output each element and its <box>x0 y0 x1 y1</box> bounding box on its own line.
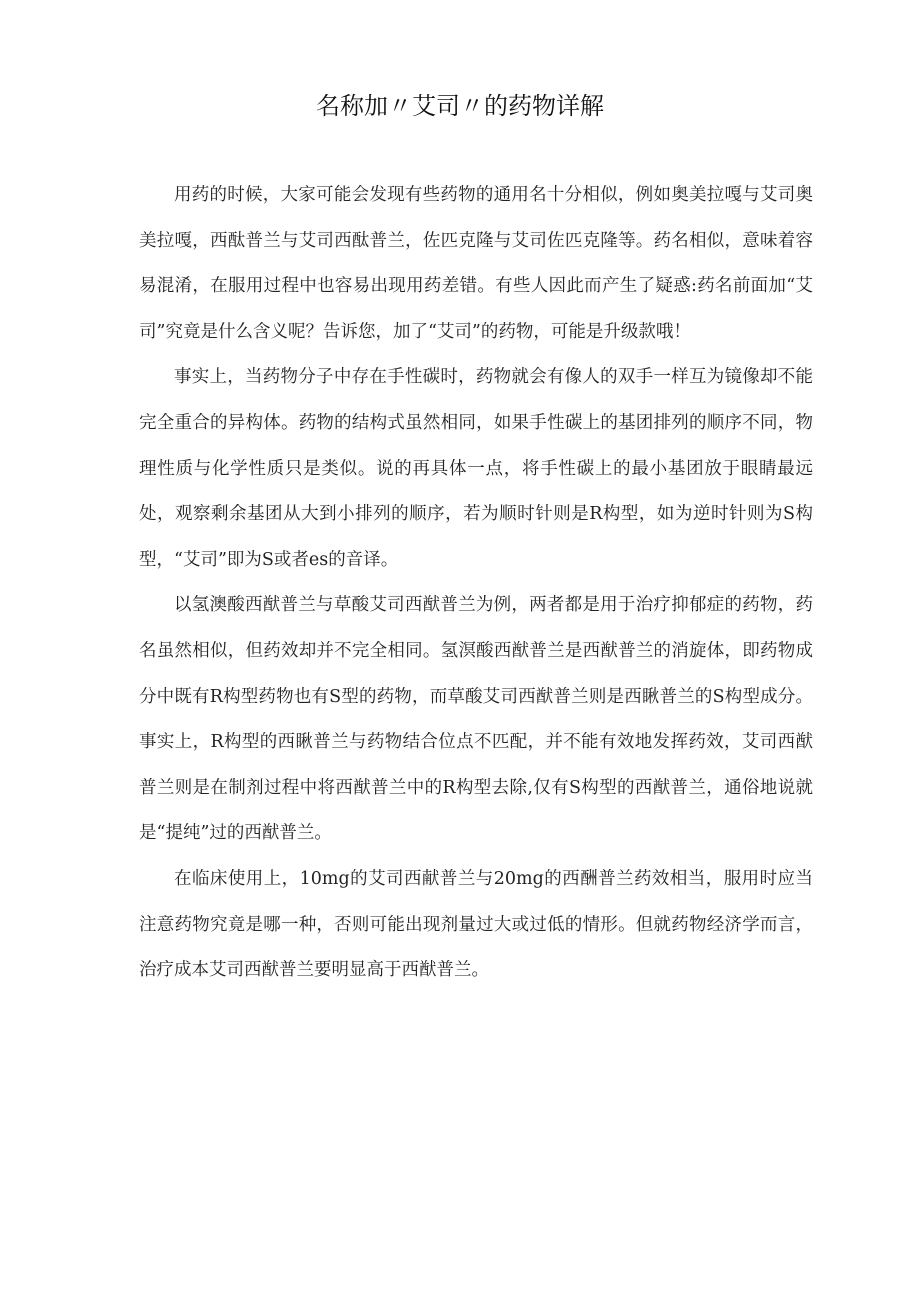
paragraph-3: 以氢澳酸西猷普兰与草酸艾司西猷普兰为例，两者都是用于治疗抑郁症的药物，药名虽然相似，但药效却并不完全相同。氢溟酸西猷普兰是西猷普兰的消旋体，即药物成分中既有R构型药物也有S型的药物，而草酸艾司西猷普兰则是西瞅普兰的S构型成分。事实上，R构型的西瞅普兰与药物结合位点不匹配，并不能有效地发挥药效，艾司西猷普兰则是在制剂过程中将西猷普兰中的R构型去除,仅有S构型的西猷普兰，通俗地说就是“提纯”过的西猷普兰。 <box>139 595 813 844</box>
document-body <box>139 173 813 994</box>
paragraph-1: 用药的时候，大家可能会发现有些药物的通用名十分相似，例如奥美拉嘎与艾司奥美拉嘎，西酞普兰与艾司西酞普兰，佐匹克隆与艾司佐匹克隆等。药名相似，意味着容易混淆，在服用过程中也容易出现用药差错。有些人因此而产生了疑惑:药名前面加“艾司”究竟是什么含义呢？告诉您，加了“艾司”的药物，可能是升级款哦！ <box>139 185 813 342</box>
document-title: 名称加〃艾司〃的药物详解 <box>316 92 604 120</box>
paragraph-2: 事实上，当药物分子中存在手性碳时，药物就会有像人的双手一样互为镜像却不能完全重合的异构体。药物的结构式虽然相同，如果手性碳上的基团排列的顺序不同，物理性质与化学性质只是类似。说的再具体一点，将手性碳上的最小基团放于眼睛最远处，观察剩余基团从大到小排列的顺序，若为顺时针则是R构型，如为逆时针则为S构型，“艾司”即为S或者es的音译。 <box>139 367 813 570</box>
paragraph-4: 在临床使用上，10mg的艾司西献普兰与20mg的西酬普兰药效相当，服用时应当注意药物究竟是哪一种，否则可能出现剂量过大或过低的情形。但就药物经济学而言，治疗成本艾司西猷普兰要明显高于西猷普兰。 <box>139 868 813 981</box>
